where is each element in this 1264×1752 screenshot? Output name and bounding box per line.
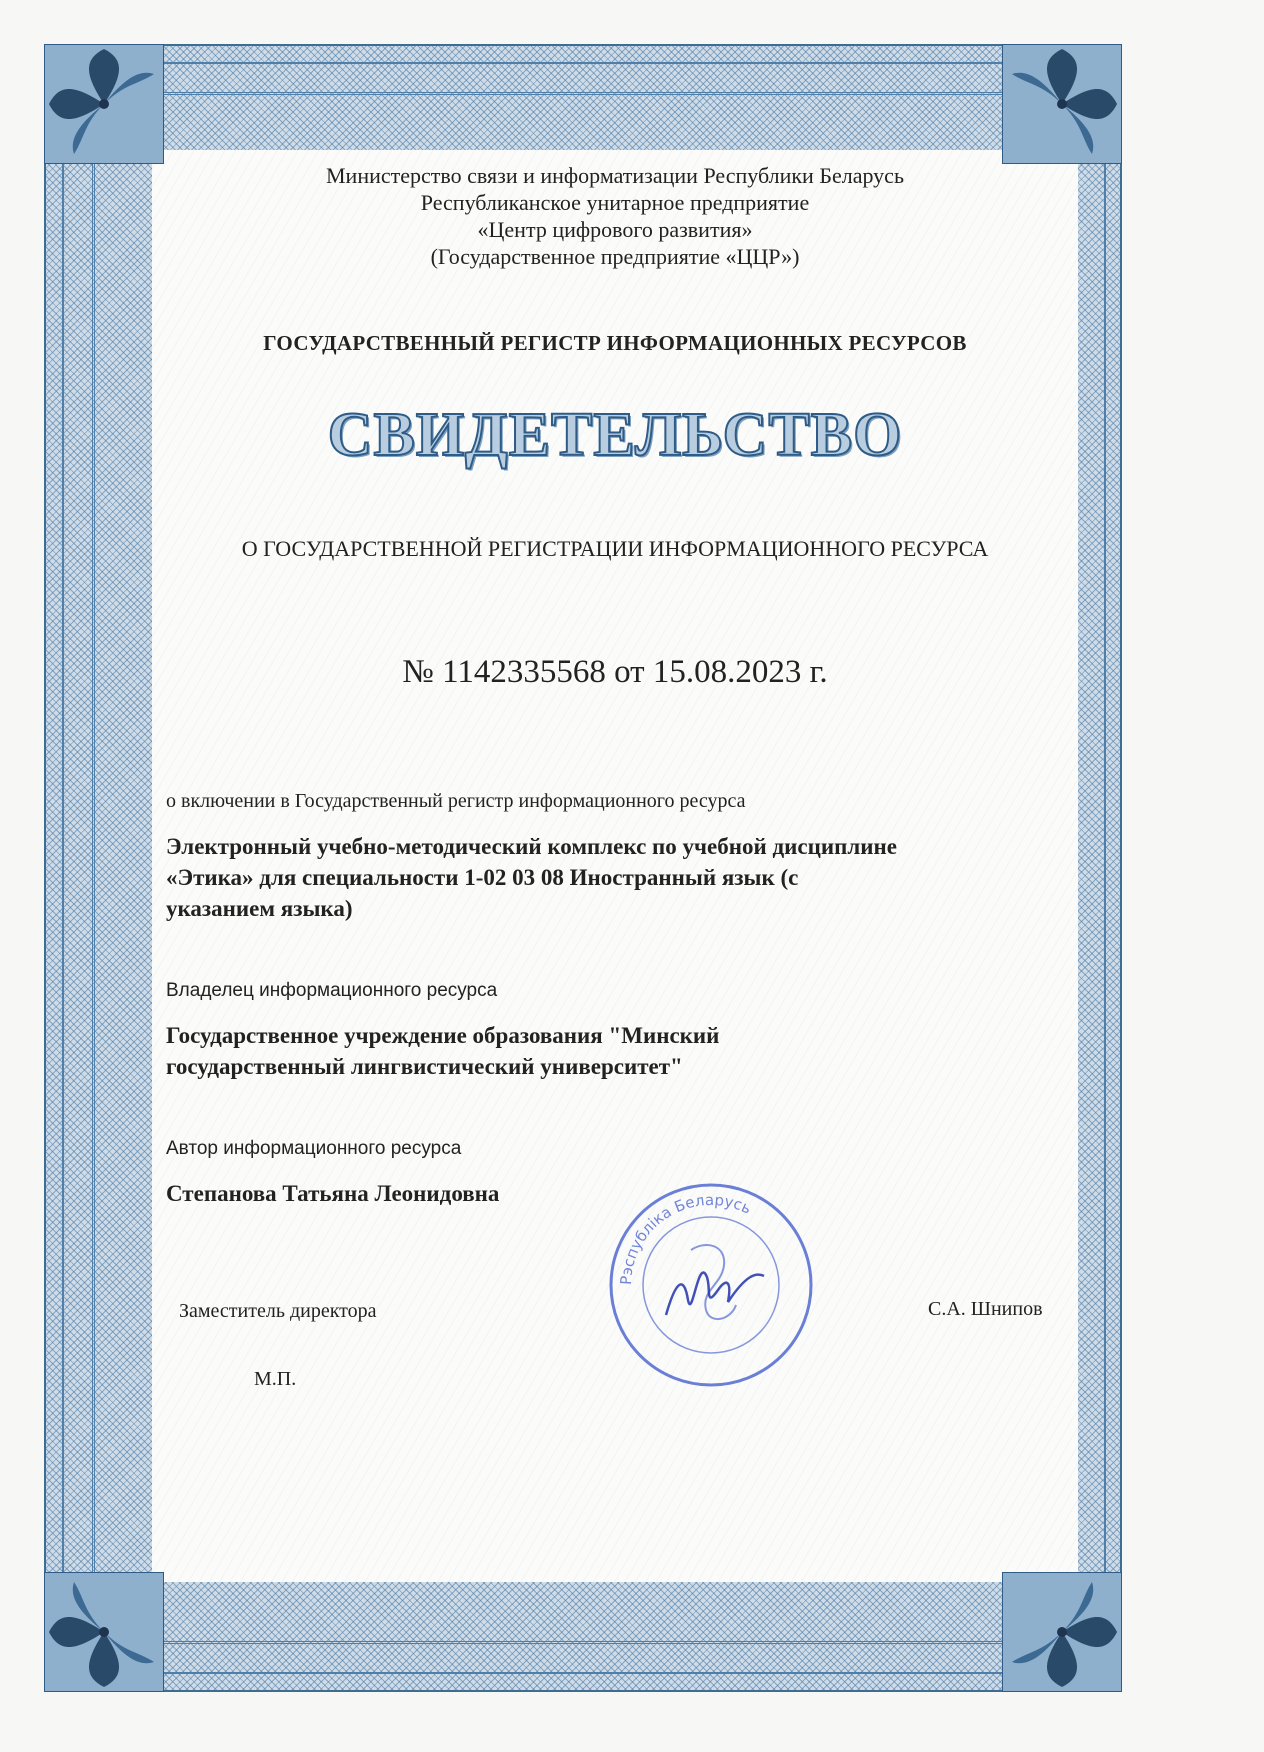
corner-ornament-top-left bbox=[44, 44, 164, 164]
resource-name-line-3: указанием языка) bbox=[166, 896, 353, 921]
ministry-line: Министерство связи и информатизации Республики Беларусь bbox=[326, 163, 904, 188]
resource-name-line-2: «Этика» для специальности 1-02 03 08 Иностранный язык (с bbox=[166, 865, 799, 890]
registration-number: № 1142335568 от 15.08.2023 г. bbox=[402, 654, 828, 690]
corner-ornament-bottom-left bbox=[44, 1572, 164, 1692]
center-name-line: «Центр цифрового развития» bbox=[477, 217, 753, 242]
seal-place-label: М.П. bbox=[254, 1368, 297, 1390]
signer-position: Заместитель директора bbox=[179, 1300, 377, 1322]
enterprise-line: Республиканское унитарное предприятие bbox=[420, 190, 810, 215]
owner-label: Владелец информационного ресурса bbox=[166, 980, 498, 1001]
svg-text:Рэспубліка Беларусь bbox=[617, 1191, 754, 1285]
author-name: Степанова Татьяна Леонидовна bbox=[166, 1181, 500, 1206]
owner-name-line-1: Государственное учреждение образования "Минский bbox=[166, 1023, 720, 1048]
corner-ornament-bottom-right bbox=[1002, 1572, 1122, 1692]
resource-name-line-1: Электронный учебно-методический комплекс по учебной дисциплине bbox=[166, 834, 897, 859]
corner-ornament-top-right bbox=[1002, 44, 1122, 164]
document-subtitle: О ГОСУДАРСТВЕННОЙ РЕГИСТРАЦИИ ИНФОРМАЦИОННОГО РЕСУРСА bbox=[241, 536, 989, 561]
author-label: Автор информационного ресурса bbox=[166, 1138, 462, 1159]
owner-name-line-2: государственный лингвистический университет" bbox=[166, 1054, 683, 1079]
document-title: СВИДЕТЕЛЬСТВО bbox=[327, 401, 903, 469]
inclusion-label: о включении в Государственный регистр информационного ресурса bbox=[166, 790, 746, 812]
signer-name: С.А. Шнипов bbox=[928, 1298, 1043, 1320]
enterprise-short-name: (Государственное предприятие «ЦЦР») bbox=[430, 244, 800, 269]
signature-mark bbox=[666, 1273, 764, 1315]
registry-title: ГОСУДАРСТВЕННЫЙ РЕГИСТР ИНФОРМАЦИОННЫХ РЕСУРСОВ bbox=[263, 331, 967, 355]
stamp-ring-text: Рэспубліка Беларусь bbox=[616, 1190, 755, 1286]
official-stamp bbox=[606, 1180, 816, 1390]
